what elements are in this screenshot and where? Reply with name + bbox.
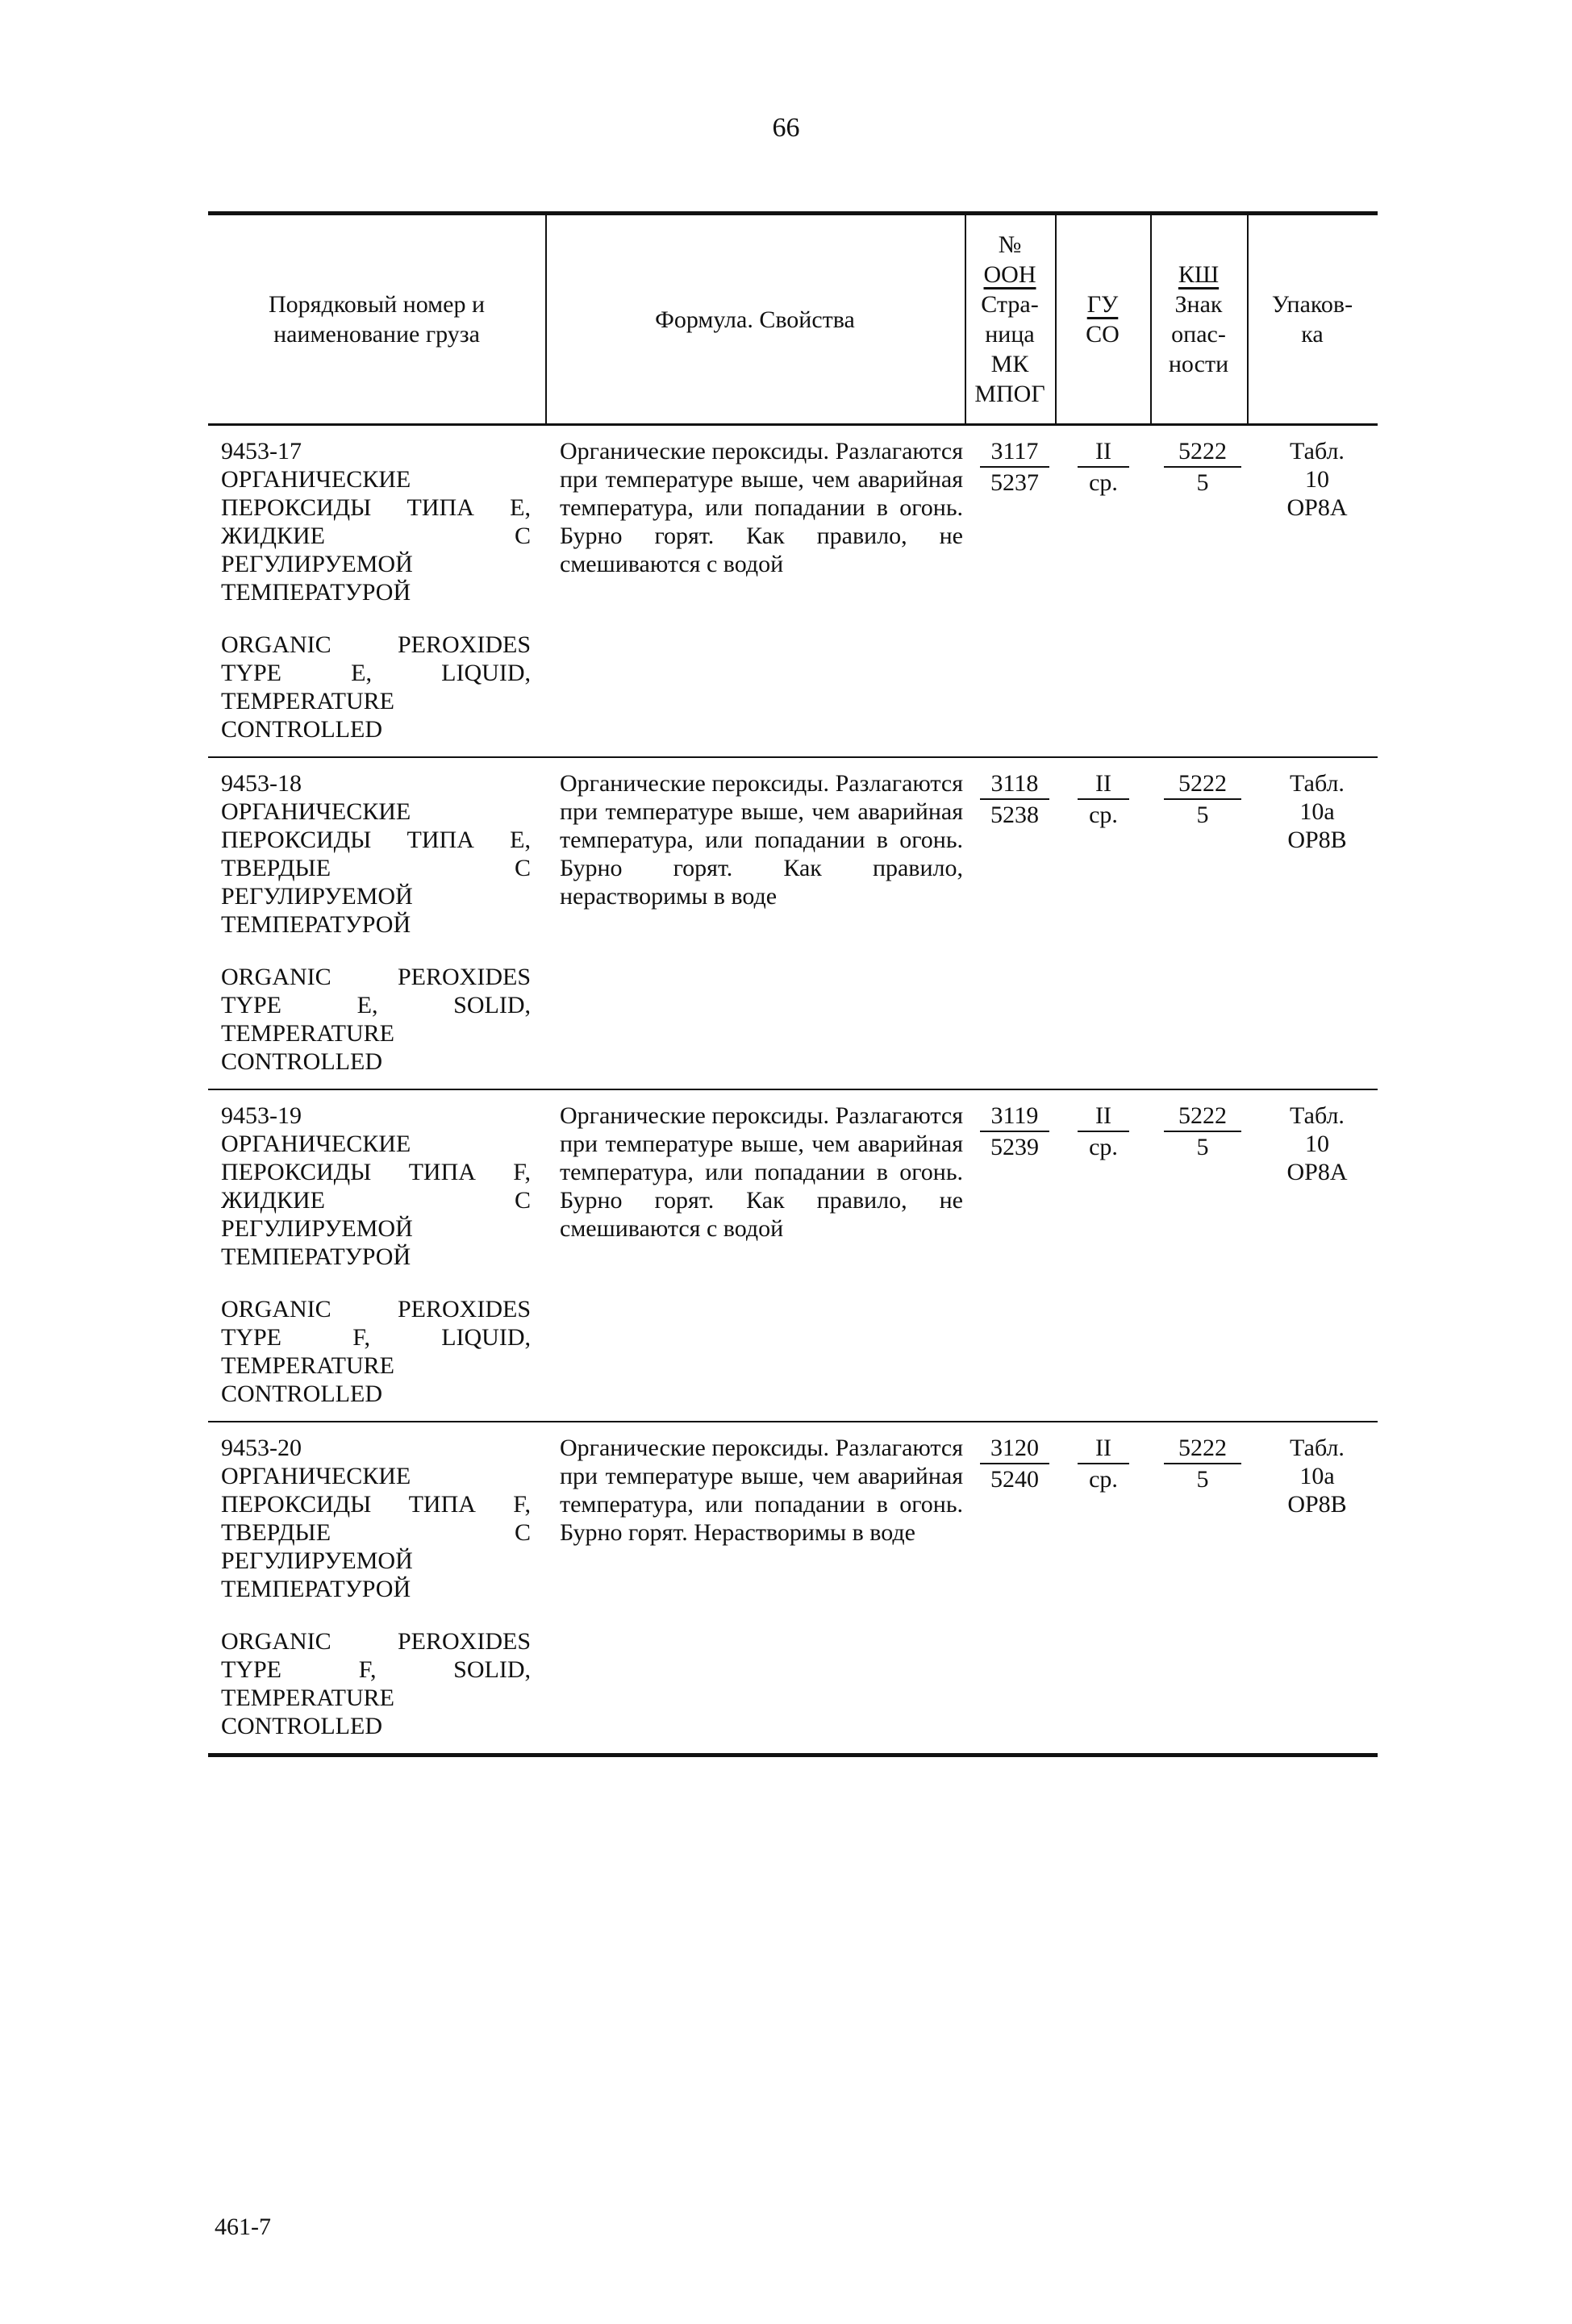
- cargo-properties: Органические пероксиды. Разлагаются при температуре выше, чем аварийная температура, или попадании в огонь. Бурно горят. Как правило, не смешиваются с водой: [560, 1102, 963, 1242]
- cargo-properties: Органические пероксиды. Разлагаются при температуре выше, чем аварийная температура, или попадании в огонь. Бурно горят. Как правило, не смешиваются с водой: [560, 438, 963, 577]
- cargo-properties: Органические пероксиды. Разлагаются при температуре выше, чем аварийная температура, или попадании в огонь. Бурно горят. Нерастворимы в воде: [560, 1435, 963, 1546]
- gu-so-fraction: II ср.: [1070, 1102, 1137, 1161]
- cargo-name-en: ORGANIC PEROXIDES TYPE E, LIQUID, TEMPERATURE CONTROLLED: [221, 631, 531, 743]
- cargo-name-ru: 9453-19 ОРГАНИЧЕСКИЕ ПЕРОКСИДЫ ТИПА F, ЖИДКИЕ С РЕГУЛИРУЕМОЙ ТЕМПЕРАТУРОЙ: [221, 1102, 531, 1270]
- cargo-name-en: ORGANIC PEROXIDES TYPE E, SOLID, TEMPERATURE CONTROLLED: [221, 964, 531, 1075]
- cargo-name-ru: 9453-20 ОРГАНИЧЕСКИЕ ПЕРОКСИДЫ ТИПА F, ТВЕРДЫЕ С РЕГУЛИРУЕМОЙ ТЕМПЕРАТУРОЙ: [221, 1435, 531, 1602]
- gu-so-fraction: II ср.: [1070, 1434, 1137, 1493]
- table-row: [208, 426, 1378, 756]
- hazard-sign-fraction: 5222 5: [1158, 1434, 1247, 1493]
- header-hazard-sign: КШ Знак опас- ности: [1168, 261, 1229, 377]
- cargo-table: [208, 211, 1378, 1757]
- cargo-name-en: ORGANIC PEROXIDES TYPE F, SOLID, TEMPERATURE CONTROLLED: [221, 1628, 531, 1739]
- header-cargo-name: Порядковый номер и наименование груза: [269, 291, 485, 348]
- un-number-fraction: 3118 5238: [976, 769, 1053, 829]
- packaging-cell: Табл. 10а ОР8В: [1287, 770, 1347, 853]
- table-row: [208, 1089, 1378, 1421]
- gu-so-fraction: II ср.: [1070, 437, 1137, 497]
- gu-so-fraction: II ср.: [1070, 769, 1137, 829]
- footer-code: 461-7: [215, 2214, 271, 2240]
- header-packaging: Упаков- ка: [1271, 291, 1353, 348]
- header-gu-so: ГУ СО: [1086, 291, 1120, 348]
- packaging-cell: Табл. 10а ОР8В: [1287, 1435, 1347, 1518]
- table-row: [208, 1421, 1378, 1753]
- cargo-properties: Органические пероксиды. Разлагаются при температуре выше, чем аварийная температура, или попадании в огонь. Бурно горят. Как правило, нерастворимы в воде: [560, 770, 963, 910]
- packaging-cell: Табл. 10 ОР8А: [1286, 438, 1348, 521]
- un-number-fraction: 3120 5240: [976, 1434, 1053, 1493]
- un-number-fraction: 3117 5237: [976, 437, 1053, 497]
- table-header: [208, 215, 1378, 426]
- cargo-name-ru: 9453-17 ОРГАНИЧЕСКИЕ ПЕРОКСИДЫ ТИПА Е, ЖИДКИЕ С РЕГУЛИРУЕМОЙ ТЕМПЕРАТУРОЙ: [221, 438, 531, 606]
- hazard-sign-fraction: 5222 5: [1158, 437, 1247, 497]
- table-bottom-rule: [208, 1753, 1378, 1757]
- cargo-name-ru: 9453-18 ОРГАНИЧЕСКИЕ ПЕРОКСИДЫ ТИПА Е, ТВЕРДЫЕ С РЕГУЛИРУЕМОЙ ТЕМПЕРАТУРОЙ: [221, 770, 531, 938]
- page-number: 66: [772, 113, 800, 143]
- cargo-name-en: ORGANIC PEROXIDES TYPE F, LIQUID, TEMPERATURE CONTROLLED: [221, 1296, 531, 1407]
- packaging-cell: Табл. 10 ОР8А: [1286, 1102, 1348, 1185]
- header-un-number: № ООН Стра- ница МК МПОГ: [974, 231, 1045, 407]
- header-formula: Формула. Свойства: [655, 306, 855, 333]
- hazard-sign-fraction: 5222 5: [1158, 769, 1247, 829]
- hazard-sign-fraction: 5222 5: [1158, 1102, 1247, 1161]
- un-number-fraction: 3119 5239: [976, 1102, 1053, 1161]
- table-row: [208, 756, 1378, 1089]
